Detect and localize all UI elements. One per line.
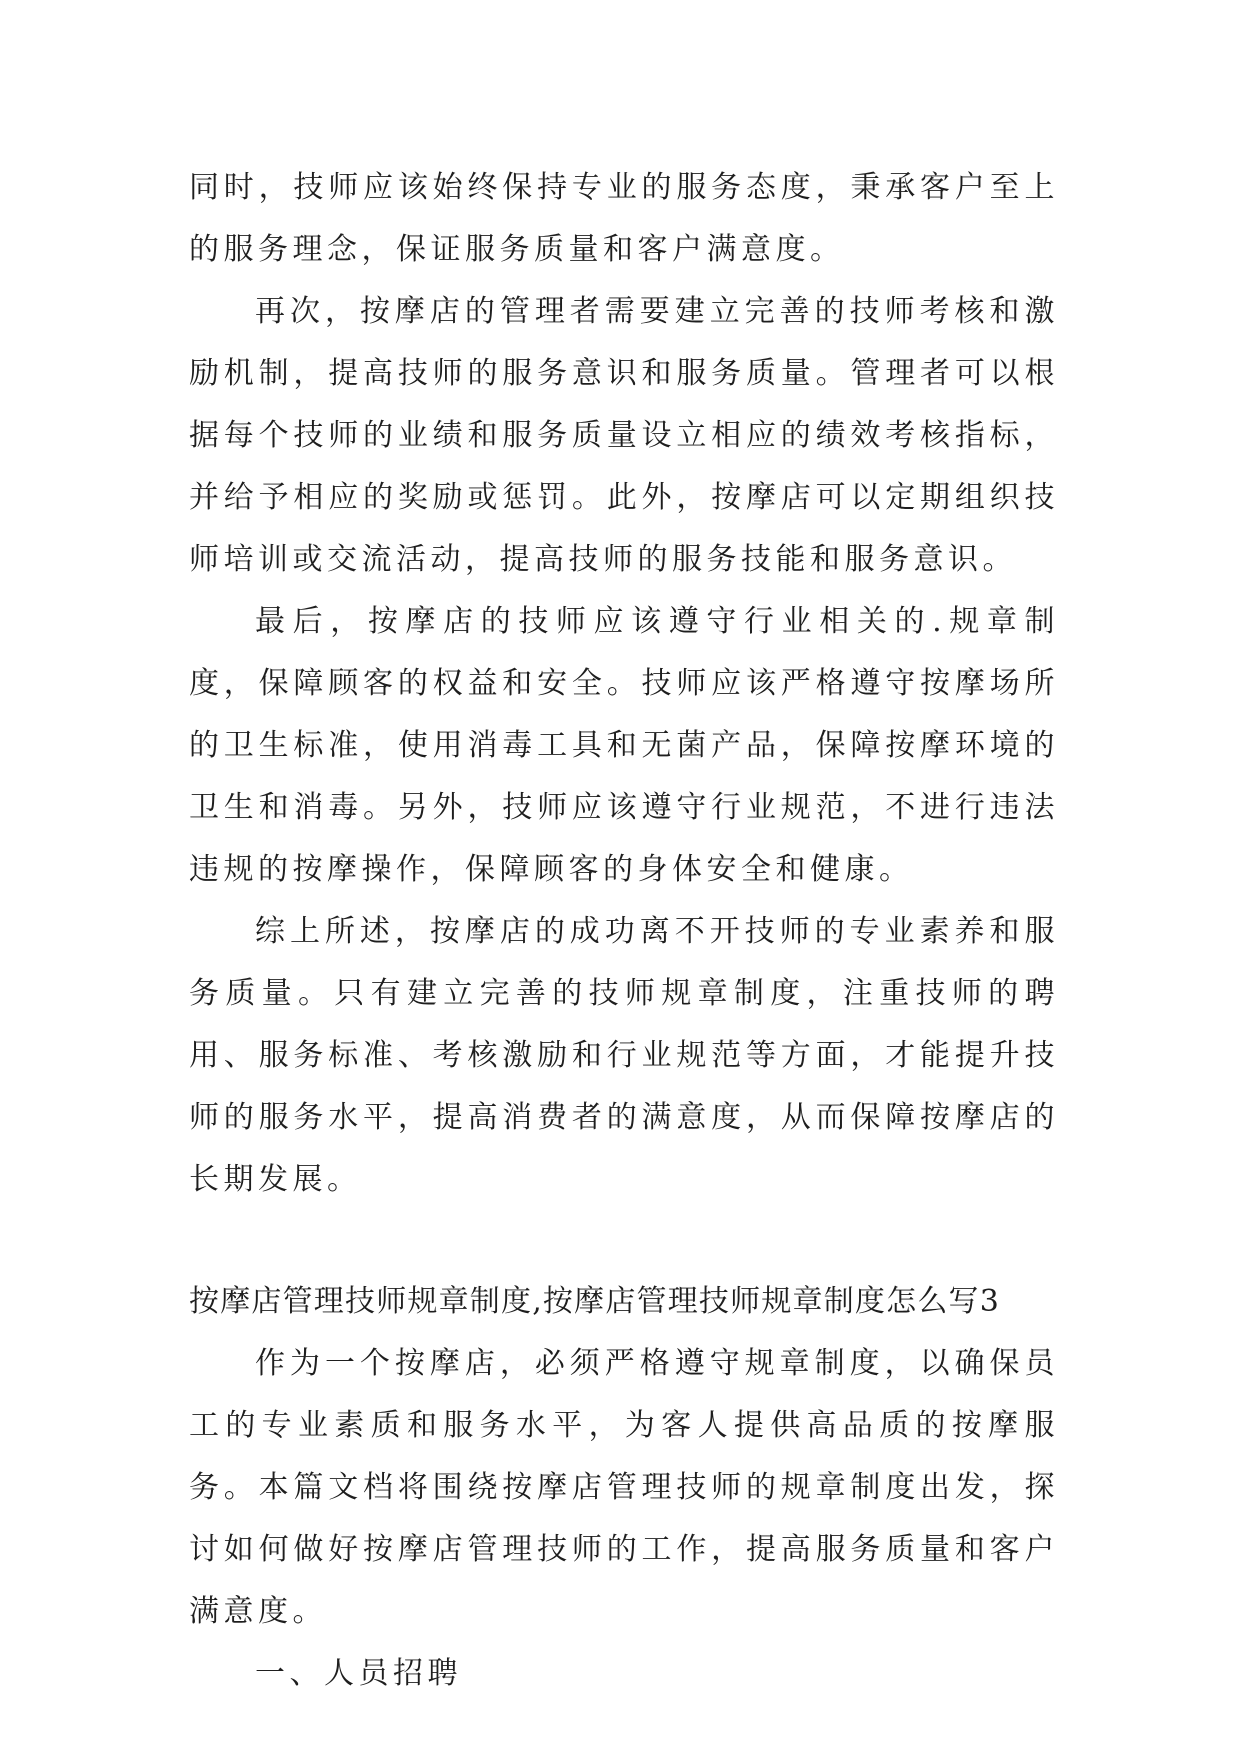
- paragraph-assessment: 再次，按摩店的管理者需要建立完善的技师考核和激励机制，提高技师的服务意识和服务质量。管理者可以根据每个技师的业绩和服务质量设立相应的绩效考核指标，并给予相应的奖励或惩罚。此外，按摩店可以定期组织技师培训或交流活动，提高技师的服务技能和服务意识。: [189, 294, 1059, 577]
- paragraph-summary: 综上所述，按摩店的成功离不开技师的专业素养和服务质量。只有建立完善的技师规章制度，注重技师的聘用、服务标准、考核激励和行业规范等方面，才能提升技师的服务水平，提高消费者的满意度，从而保障按摩店的长期发展。: [189, 914, 1059, 1197]
- paragraph-regulations: 最后，按摩店的技师应该遵守行业相关的.规章制度，保障顾客的权益和安全。技师应该严格遵守按摩场所的卫生标准，使用消毒工具和无菌产品，保障按摩环境的卫生和消毒。另外，技师应该遵守行业规范，不进行违法违规的按摩操作，保障顾客的身体安全和健康。: [189, 604, 1059, 887]
- document-body: [189, 157, 1059, 1705]
- paragraph-introduction: 作为一个按摩店，必须严格遵守规章制度，以确保员工的专业素质和服务水平，为客人提供高品质的按摩服务。本篇文档将围绕按摩店管理技师的规章制度出发，探讨如何做好按摩店管理技师的工作，提高服务质量和客户满意度。: [189, 1346, 1059, 1629]
- subheading-recruitment: 一、人员招聘: [255, 1656, 462, 1691]
- section-title: 按摩店管理技师规章制度,按摩店管理技师规章制度怎么写3: [189, 1284, 1001, 1319]
- paragraph-continuation: 同时，技师应该始终保持专业的服务态度，秉承客户至上的服务理念，保证服务质量和客户满意度。: [189, 170, 1059, 267]
